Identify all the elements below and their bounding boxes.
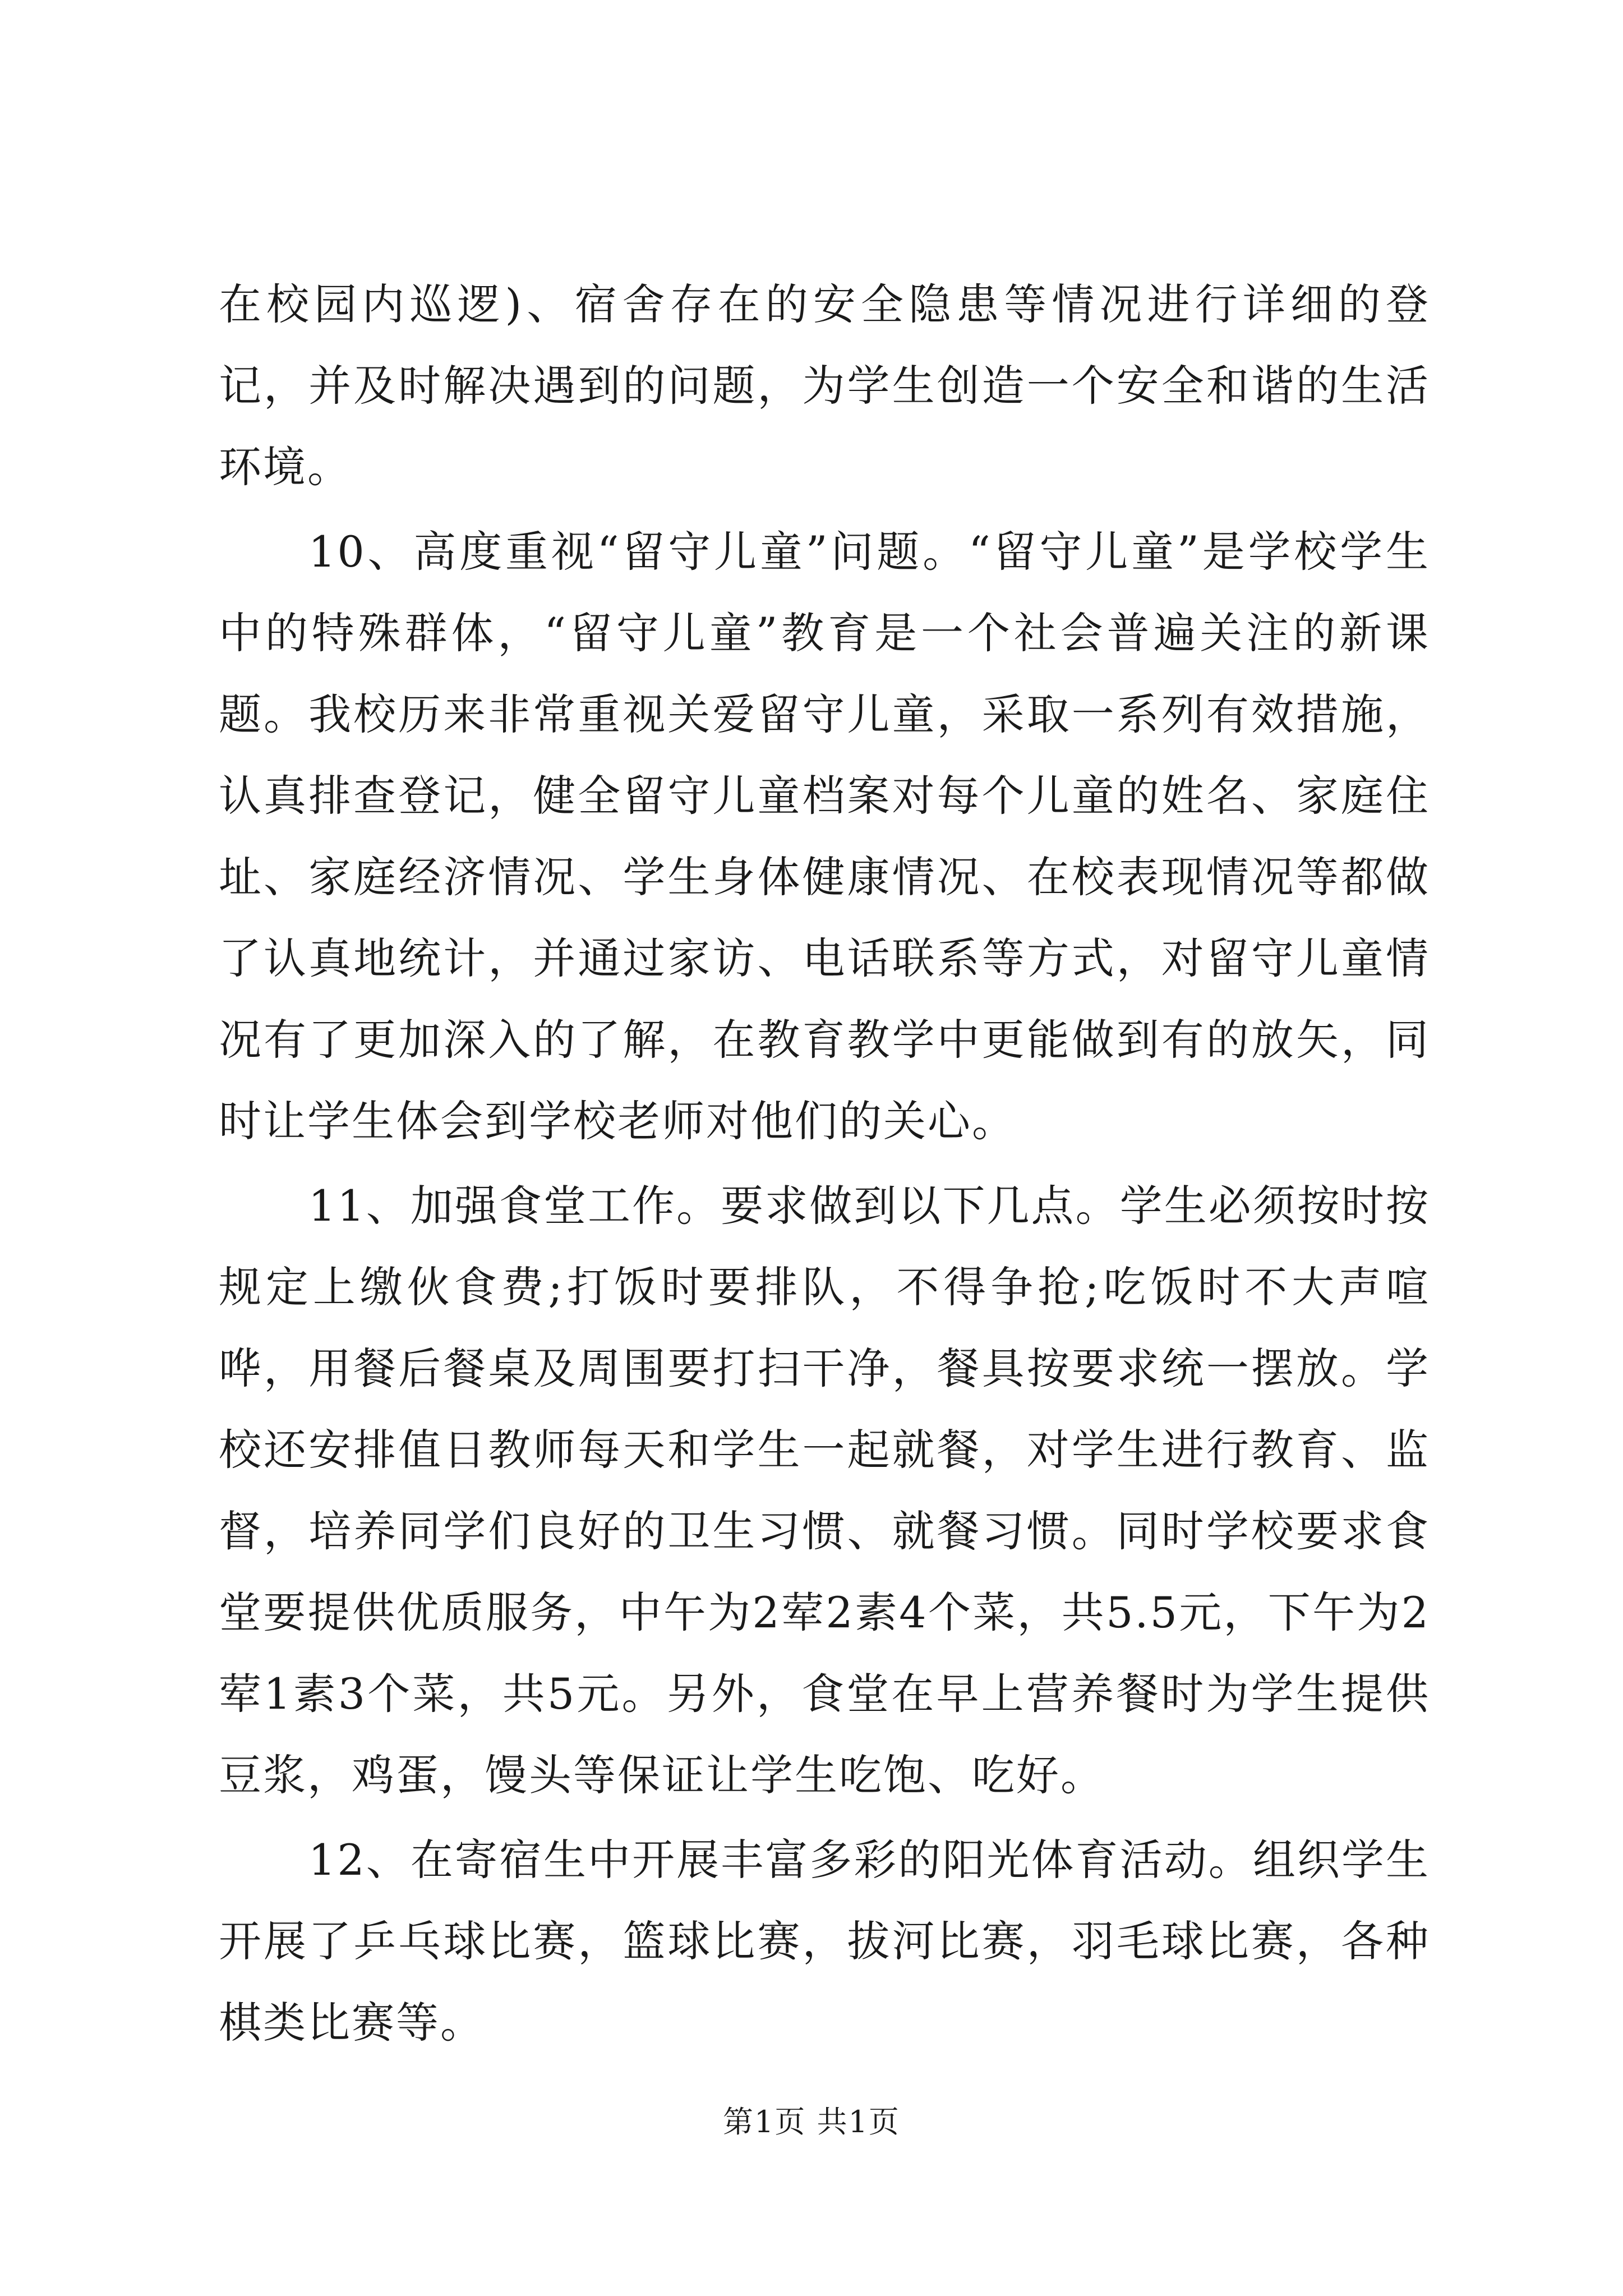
paragraph-continuation: 在校园内巡逻)、宿舍存在的安全隐患等情况进行详细的登记，并及时解决遇到的问题，为学生创造一个安全和谐的生活环境。: [219, 279, 1430, 492]
paragraph-item-11: 11、加强食堂工作。要求做到以下几点。学生必须按时按规定上缴伙食费;打饭时要排队，不得争抢;吃饭时不大声喧哗，用餐后餐桌及周围要打扫干净，餐具按要求统一摆放。学校还安排值日教师每天和学生一起就餐，对学生进行教育、监督，培养同学们良好的卫生习惯、就餐习惯。同时学校要求食堂要提供优质服务，中午为2荤2素4个菜，共5.5元，下午为2荤1素3个菜，共5元。另外，食堂在早上营养餐时为学生提供豆浆，鸡蛋，馒头等保证让学生吃饱、吃好。: [219, 1181, 1430, 1800]
paragraph-item-10: 10、高度重视“留守儿童”问题。“留守儿童”是学校学生中的特殊群体，“留守儿童”教育是一个社会普遍关注的新课题。我校历来非常重视关爱留守儿童，采取一系列有效措施，认真排查登记，健全留守儿童档案对每个儿童的姓名、家庭住址、家庭经济情况、学生身体健康情况、在校表现情况等都做了认真地统计，并通过家访、电话联系等方式，对留守儿童情况有了更加深入的了解，在教育教学中更能做到有的放矢，同时让学生体会到学校老师对他们的关心。: [219, 527, 1430, 1146]
paragraph-item-12: 12、在寄宿生中开展丰富多彩的阳光体育活动。组织学生开展了乒乓球比赛，篮球比赛，拔河比赛，羽毛球比赛，各种棋类比赛等。: [219, 1835, 1430, 2047]
document-body: [219, 264, 1430, 2067]
page-footer: 第1页 共1页: [723, 2104, 900, 2139]
